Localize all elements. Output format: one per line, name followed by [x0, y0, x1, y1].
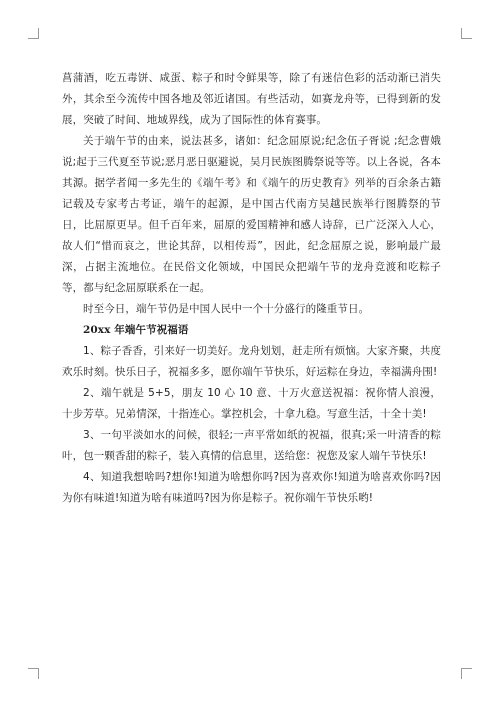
page-corner-mark-top-right: [461, 28, 472, 39]
section-heading: 20xx 年端午节祝福语: [83, 324, 189, 336]
body-paragraph: 菖蒲酒，吃五毒饼、咸蛋、粽子和时令鲜果等，除了有迷信色彩的活动渐已消失外，其余至今流传中国各地及邻近诸国。有些活动，如赛龙舟等，已得到新的发展，突破了时间、地域界线，成为了国际性的体育赛事。: [62, 72, 441, 126]
wish-paragraph: 2、端午就是 5+5，朋友 10 心 10 意、十万火意送祝福：祝你情人浪漫，十步芳草。兄弟情深，十指连心。掌控机会，十拿九稳。写意生活，十全十美!: [62, 387, 441, 420]
document-body: [62, 68, 441, 509]
wish-paragraph: 4、知道我想啥吗?想你!知道为啥想你吗?因为喜欢你!知道为啥喜欢你吗?因为你有味道!知道为啥有味道吗?因为你是粽子。祝你端午节快乐哟!: [62, 471, 441, 504]
page-corner-mark-bottom-left: [28, 668, 39, 679]
wish-paragraph: 3、一句平淡如水的问候，很轻;一声平常如纸的祝福，很真;采一叶清香的粽叶，包一颗香甜的粽子，装入真情的信息里，送给您：祝您及家人端午节快乐!: [62, 429, 441, 462]
page-corner-mark-bottom-right: [461, 668, 472, 679]
body-paragraph: 关于端午节的由来，说法甚多，诸如：纪念屈原说;纪念伍子胥说 ;纪念曹娥说;起于三代夏至节说;恶月恶日驱避说，吴月民族图腾祭说等等。以上各说，各本其源。据学者闻一多先生的《端午考》和《端午的历史教育》列举的百余条古籍记载及专家考古考证，端午的起源，是中国古代南方吴越民族举行图腾祭的节日，比屈原更早。但千百年来，屈原的爱国精神和感人诗辞，已广泛深入人心，故人们“惜而哀之，世论其辞，以相传焉”，因此，纪念屈原之说，影响最广最深，占据主流地位。在民俗文化领域，中国民众把端午节的龙舟竞渡和吃粽子等，都与纪念屈原联系在一起。: [62, 135, 441, 294]
wish-paragraph: 1、粽子香香，引来好一切美好。龙舟划划，赶走所有烦恼。大家齐聚，共度欢乐时刻。快乐日子，祝福多多，愿你端午节快乐，好运粽在身边，幸福满舟围!: [62, 345, 441, 378]
body-paragraph: 时至今日，端午节仍是中国人民中一个十分盛行的隆重节日。: [83, 303, 370, 315]
page-corner-mark-top-left: [28, 28, 39, 39]
